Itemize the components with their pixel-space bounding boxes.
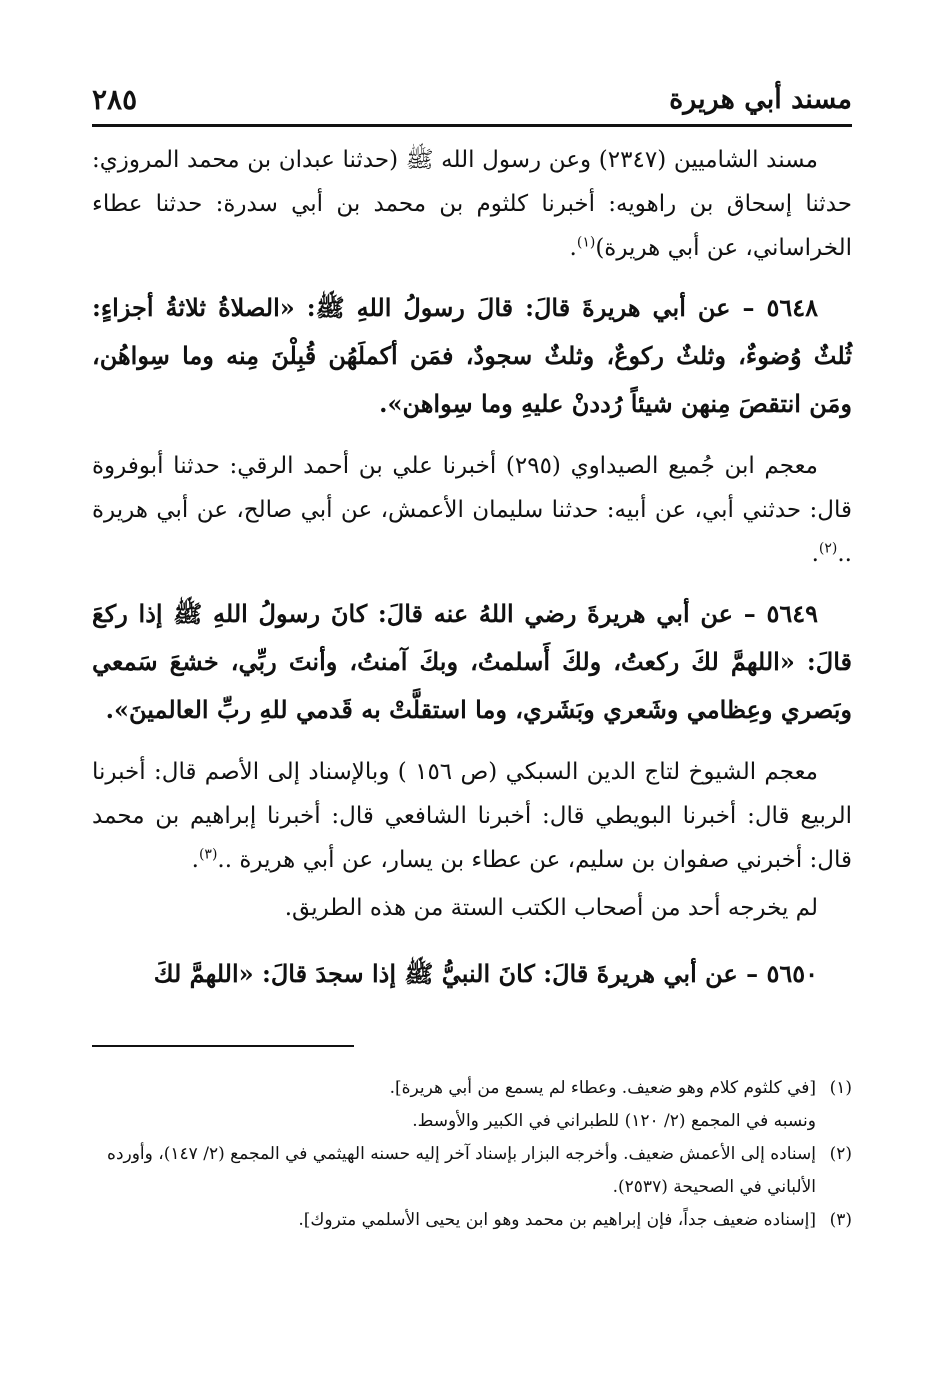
page-header	[92, 78, 852, 122]
header-rule	[92, 124, 852, 127]
footnotes	[92, 1072, 852, 1237]
hadith-5649: ٥٦٤٩ – عن أبي هريرةَ رضي اللهُ عنه قالَ: كانَ رسولُ اللهِ ﷺ إذا ركعَ قالَ: «اللهمَّ لكَ ركعتُ، ولكَ أَسلمتُ، وبكَ آمنتُ، وأنتَ ربِّي، خشعَ سَمعي وبَصري وعِظامي وشَعري وبَشَري، وما استقلَّتْ به قَدمي للهِ ربِّ العالمينَ».	[92, 599, 852, 724]
footnote-number: (٢)	[829, 1144, 852, 1164]
footnote-number: (١)	[829, 1078, 852, 1098]
footnote-2: (٢) إسناده إلى الأعمش ضعيف. وأخرجه البزار بإسناد آخر إليه حسنه الهيثمي في المجمع (٢/ ١٤٧)، وأورده الألباني في الصحيحة (٢٥٣٧).	[92, 1138, 852, 1204]
main-text	[92, 138, 852, 1014]
source-paragraph-3: معجم الشيوخ لتاج الدين السبكي (ص ١٥٦ ) وبالإسناد إلى الأصم قال: أخبرنا الربيع قال: أخبرنا البويطي قال: أخبرنا الشافعي قال: أخبرنا إبراهيم بن محمد قال: أخبرني صفوان بن سليم، عن عطاء بن يسار، عن أبي هريرة ..$^{(٣)}$.	[92, 759, 852, 873]
source-paragraph-2: معجم ابن جُميع الصيداوي (٢٩٥) أخبرنا علي بن أحمد الرقي: حدثنا أبوفروة قال: حدثني أبي، عن أبيه: حدثنا سليمان الأعمش، عن أبي صالح، عن أبي هريرة ..$^{(٢)}$.	[92, 453, 852, 567]
footnote-1: (١) [في كلثوم كلام وهو ضعيف. وعطاء لم يسمع من أبي هريرة].	[92, 1072, 852, 1105]
footnote-ref-3: (٣)	[198, 846, 218, 863]
footnote-3: (٣) [إسناده ضعيف جداً، فإن إبراهيم بن محمد وهو ابن يحيى الأسلمي متروك].	[92, 1204, 852, 1237]
footnote-rule	[92, 1045, 354, 1047]
hadith-5648: ٥٦٤٨ – عن أبي هريرةَ قالَ: قالَ رسولُ اللهِ ﷺ: «الصلاةُ ثلاثةُ أجزاءٍ: ثُلثٌ وُضوءٌ، وثلثٌ ركوعٌ، وثلثٌ سجودٌ، فمَن أكملَهُن قُبِلْنَ مِنه وما سِواهُن، ومَن انتقصَ مِنهن شيئاً رُددنْ عليهِ وما سِواهن».	[92, 293, 852, 418]
running-title: مسند أبي هريرة	[669, 84, 852, 115]
footnote-number: (٣)	[829, 1210, 852, 1230]
footnote-ref-1: (١)	[576, 234, 596, 251]
hadith-5650: ٥٦٥٠ – عن أبي هريرةَ قالَ: كانَ النبيُّ ﷺ إذا سجدَ قالَ: «اللهمَّ لكَ	[153, 959, 818, 988]
source-paragraph-1: مسند الشاميين (٢٣٤٧) وعن رسول الله ﷺ (حدثنا عبدان بن محمد المروزي: حدثنا إسحاق بن راهويه: أخبرنا كلثوم بن محمد بن أبي سدرة: حدثنا عطاء الخراساني، عن أبي هريرة)$^{(١)}$.	[92, 147, 852, 261]
footnote-ref-2: (٢)	[818, 540, 838, 557]
page-number: ٢٨٥	[92, 83, 138, 116]
footnote-1-continuation: ونسبه في المجمع (٢/ ١٢٠) للطبراني في الكبير والأوسط.	[412, 1111, 816, 1131]
editor-note: لم يخرجه أحد من أصحاب الكتب الستة من هذه الطريق.	[284, 895, 818, 921]
